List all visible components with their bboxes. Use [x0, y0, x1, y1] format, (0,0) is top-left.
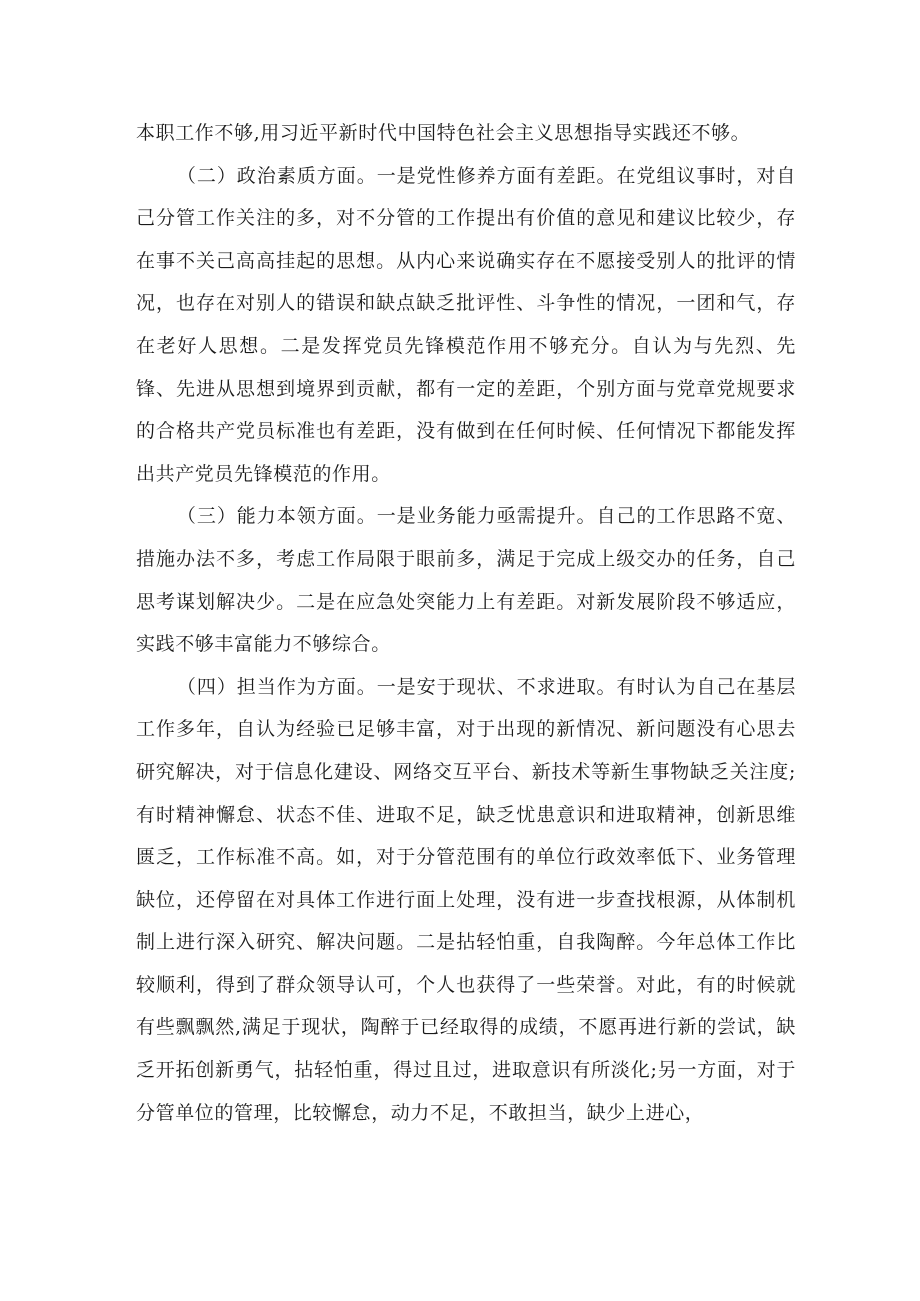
- paragraph-political-quality: （二）政治素质方面。一是党性修养方面有差距。在党组议事时，对自己分管工作关注的多，对不分管的工作提出有价值的意见和建议比较少，存在事不关己高高挂起的思想。从内心来说确实存在不愿接受别人的批评的情况，也存在对别人的错误和缺点缺乏批评性、斗争性的情况，一团和气，存在老好人思想。二是发挥党员先锋模范作用不够充分。自认为与先烈、先锋、先进从思想到境界到贡献，都有一定的差距，个别方面与党章党规要求的合格共产党员标准也有差距，没有做到在任何时候、任何情况下都能发挥出共产党员先锋模范的作用。: [136, 164, 796, 485]
- document-body: [136, 112, 796, 1134]
- paragraph-continuation: 本职工作不够,用习近平新时代中国特色社会主义思想指导实践还不够。: [136, 122, 751, 144]
- paragraph-responsibility: （四）担当作为方面。一是安于现状、不求进取。有时认为自己在基层工作多年，自认为经验已足够丰富，对于出现的新情况、新问题没有心思去研究解决，对于信息化建设、网络交互平台、新技术等新生事物缺乏关注度;有时精神懈怠、状态不佳、进取不足，缺乏忧患意识和进取精神，创新思维匮乏，工作标准不高。如，对于分管范围有的单位行政效率低下、业务管理缺位，还停留在对具体工作进行面上处理，没有进一步查找根源，从体制机制上进行深入研究、解决问题。二是拈轻怕重，自我陶醉。今年总体工作比较顺利，得到了群众领导认可，个人也获得了一些荣誉。对此，有的时候就有些飘飘然,满足于现状，陶醉于已经取得的成绩，不愿再进行新的尝试，缺乏开拓创新勇气，拈轻怕重，得过且过，进取意识有所淡化;另一方面，对于分管单位的管理，比较懈怠，动力不足，不敢担当，缺少上进心，: [136, 675, 796, 1124]
- paragraph-ability: （三）能力本领方面。一是业务能力亟需提升。自己的工作思路不宽、措施办法不多，考虑工作局限于眼前多，满足于完成上级交办的任务，自己思考谋划解决少。二是在应急处突能力上有差距。对新发展阶段不够适应，实践不够丰富能力不够综合。: [136, 505, 796, 656]
